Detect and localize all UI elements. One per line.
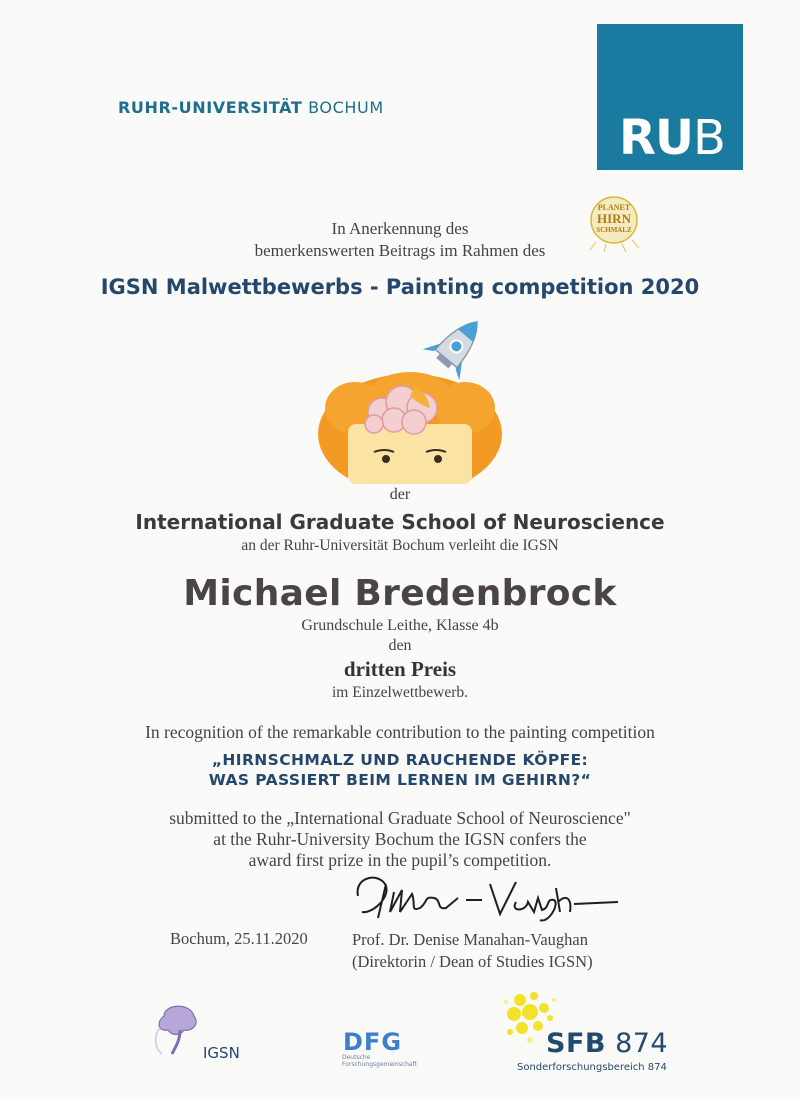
sfb-logo-number: 874: [615, 1028, 669, 1059]
university-name-bold: RUHR-UNIVERSITÄT: [118, 98, 303, 117]
english-line-3: award first prize in the pupil’s competition.: [248, 850, 552, 870]
signer-name: Prof. Dr. Denise Manahan-Vaughan: [352, 930, 588, 949]
intro-line-2: bemerkenswerten Beitrags im Rahmen des: [254, 241, 546, 260]
competition-topic: [0, 750, 800, 790]
english-line-2: at the Ruhr-University Bochum the IGSN confers the: [213, 829, 587, 849]
signer-role: (Direktorin / Dean of Studies IGSN): [352, 952, 593, 971]
igsn-brain-logo: [150, 1000, 202, 1060]
badge-line-3: SCHMALZ: [596, 226, 632, 234]
english-line-1: submitted to the „International Graduate School of Neuroscience": [169, 808, 631, 828]
sfb-logo-bold: SFB: [546, 1028, 606, 1059]
dfg-subtitle-line-1: Deutsche: [342, 1054, 371, 1061]
prize-text: dritten Preis: [343, 657, 457, 681]
sfb-logo-subtitle: Sonderforschungsbereich 874: [517, 1062, 667, 1073]
university-name: [118, 98, 384, 117]
igsn-logo-text: IGSN: [203, 1044, 240, 1062]
signature: [350, 868, 620, 924]
division-text: im Einzelwettbewerb.: [331, 684, 468, 701]
rub-logo-rest: B: [692, 110, 725, 166]
der-text: der: [389, 486, 411, 503]
place-date: Bochum, 25.11.2020: [170, 929, 308, 948]
signer-block: [352, 929, 593, 973]
confers-text: an der Ruhr-Universität Bochum verleiht die IGSN: [241, 537, 559, 554]
rub-logo: [597, 24, 743, 170]
topic-line-2: WAS PASSIERT BEIM LERNEN IM GEHIRN?“: [208, 771, 592, 789]
rocket-head-illustration: [310, 316, 510, 484]
school-name: International Graduate School of Neuroscience: [135, 510, 665, 534]
den-text: den: [388, 637, 412, 654]
awardee-name: Michael Bredenbrock: [183, 573, 617, 614]
dfg-subtitle-line-2: Forschungsgemeinschaft: [342, 1061, 417, 1068]
intro-text: [0, 218, 800, 262]
english-award-text: [0, 808, 800, 871]
competition-title: IGSN Malwettbewerbs - Painting competition 2020: [100, 275, 700, 299]
school-class: Grundschule Leithe, Klasse 4b: [301, 617, 499, 634]
dfg-logo-subtitle: [342, 1054, 432, 1068]
badge-line-2: HIRN: [597, 211, 631, 226]
intro-line-1: In Anerkennung des: [331, 219, 469, 238]
rub-logo-bold: RU: [619, 110, 693, 166]
dfg-logo-text: DFG: [343, 1028, 403, 1056]
university-name-rest: BOCHUM: [308, 98, 384, 117]
sfb-logo-text: [546, 1028, 668, 1059]
recognition-text: In recognition of the remarkable contribution to the painting competition: [145, 722, 655, 742]
badge-line-1: PLANET: [597, 203, 631, 212]
topic-line-1: „HIRNSCHMALZ UND RAUCHENDE KÖPFE:: [211, 751, 589, 769]
